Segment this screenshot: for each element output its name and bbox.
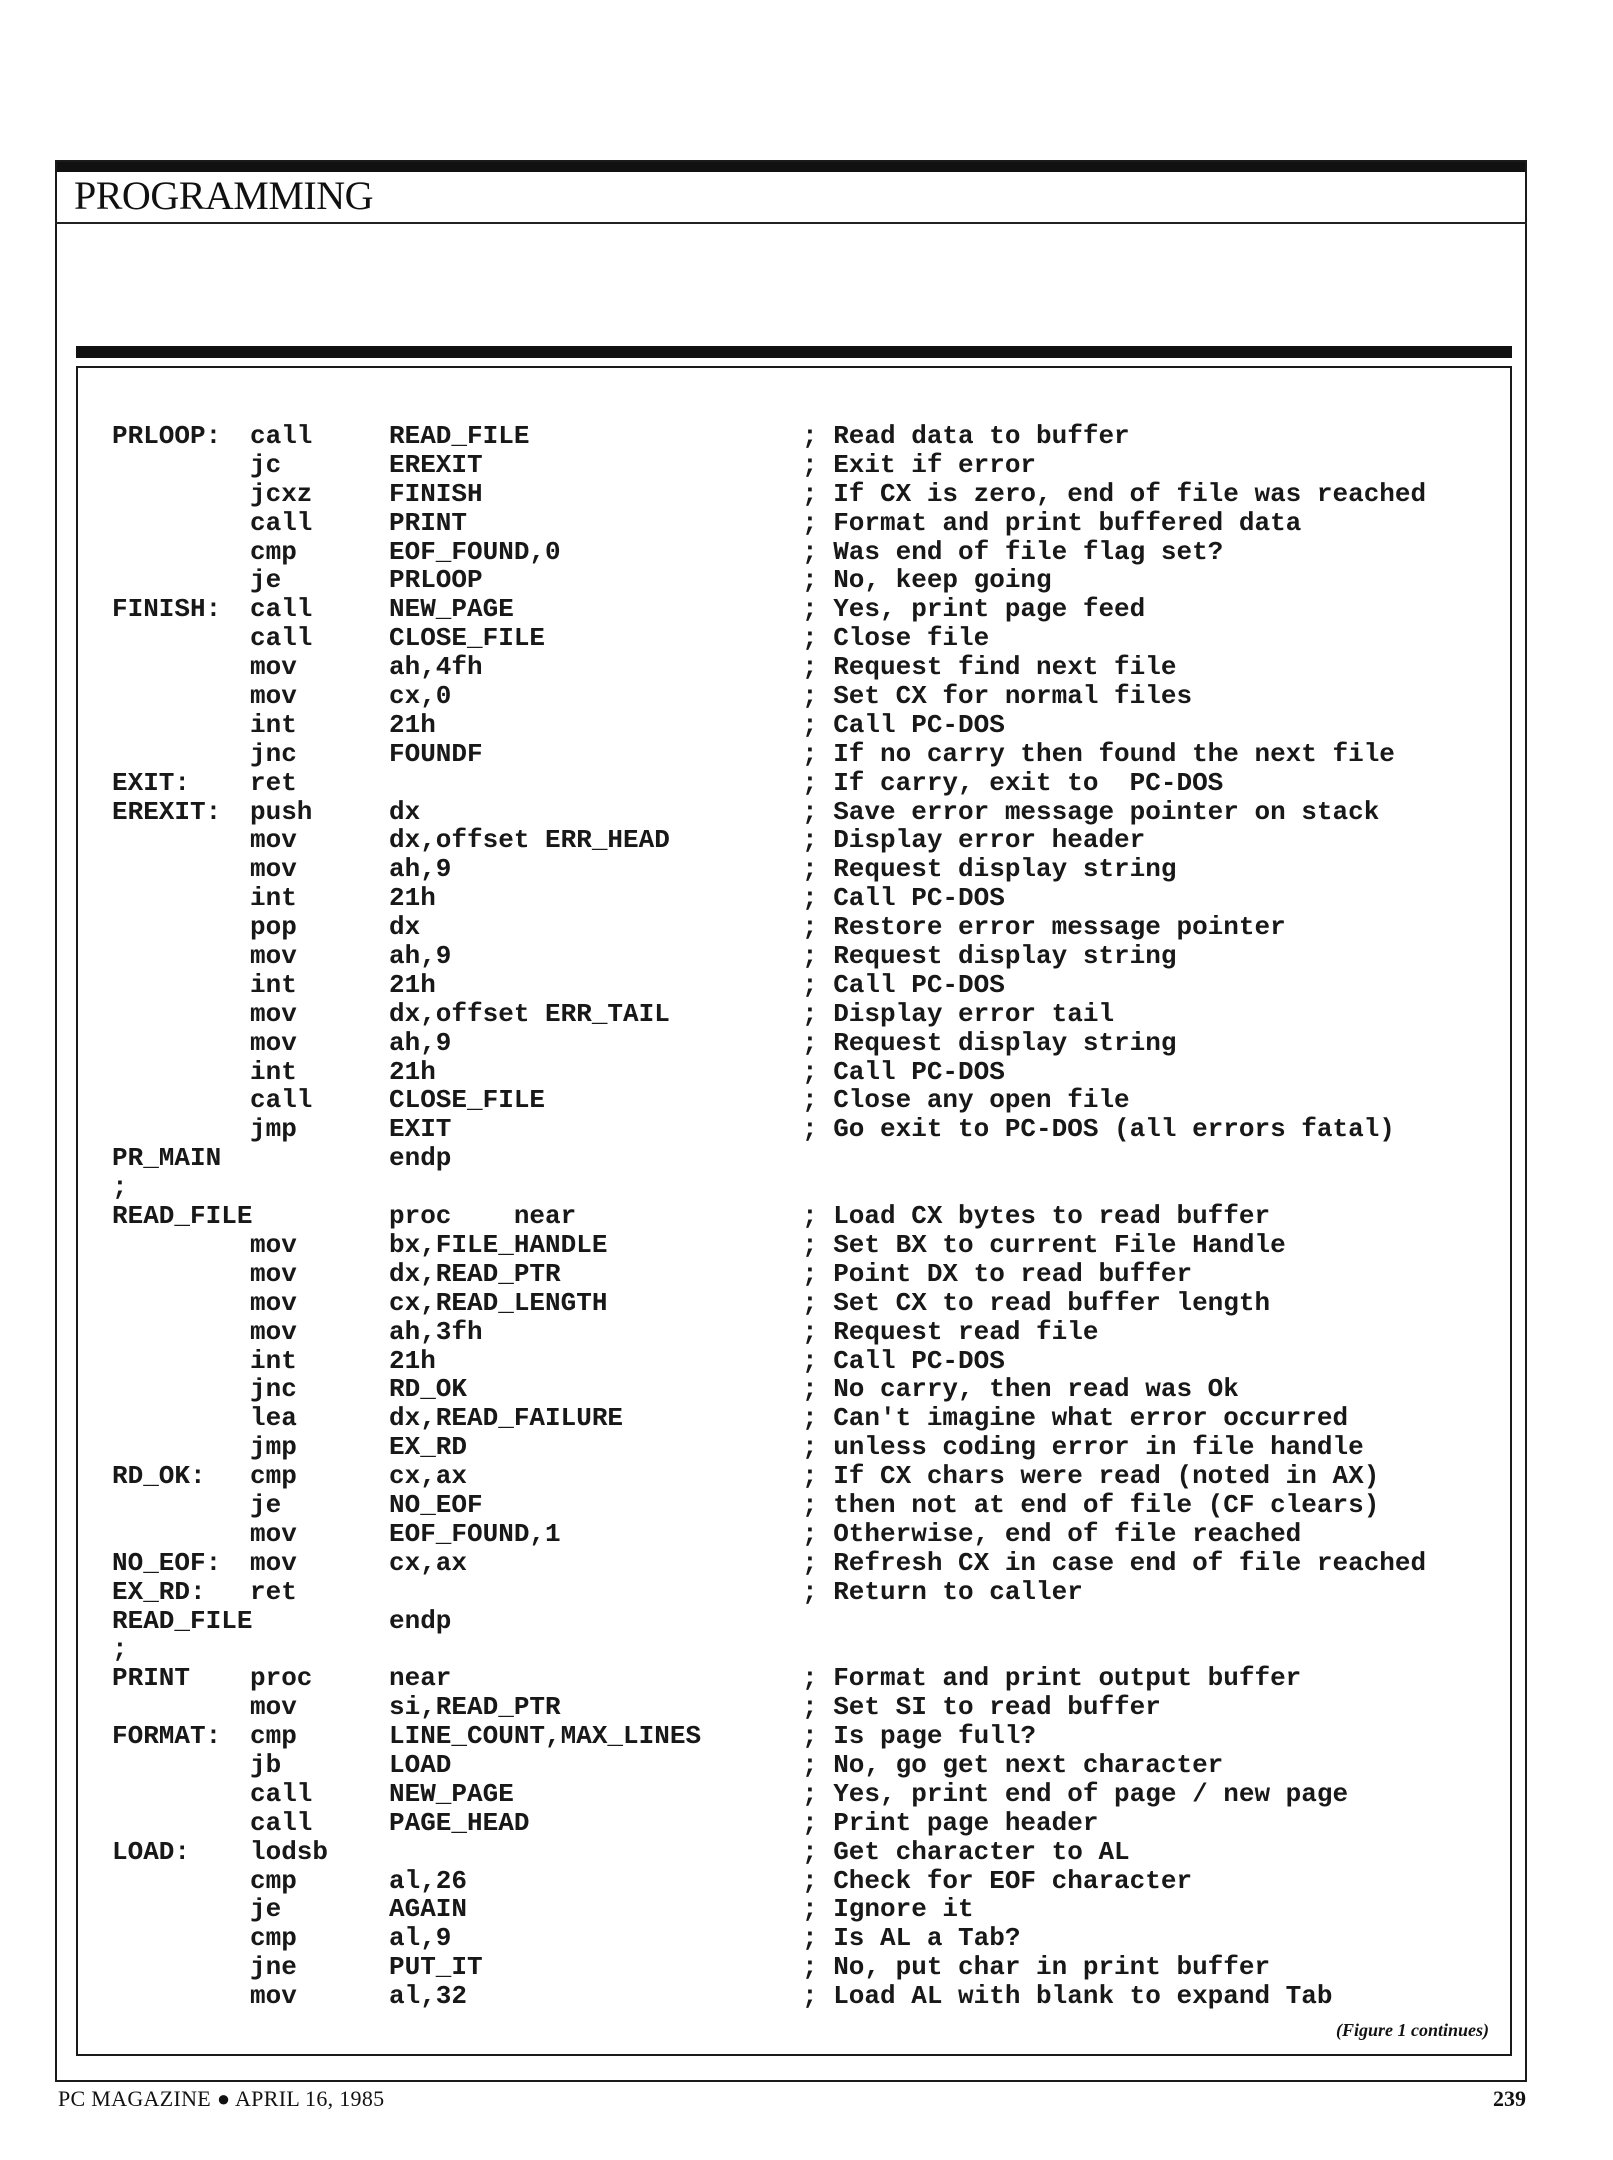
code-operand: PUT_IT xyxy=(389,1952,483,1983)
code-operand: EREXIT xyxy=(389,449,483,480)
code-operand: ah,4fh xyxy=(389,652,483,683)
code-opcode: jb xyxy=(250,1749,282,1780)
code-comment: ; Read data to buffer xyxy=(802,421,1130,451)
code-opcode: mov xyxy=(250,681,297,712)
code-opcode: mov xyxy=(250,854,297,885)
code-opcode: mov xyxy=(250,1692,297,1723)
code-opcode: mov xyxy=(250,1316,297,1347)
code-comment: ; Set CX for normal files xyxy=(802,681,1193,712)
code-operand: PRLOOP xyxy=(389,565,483,596)
title-rule xyxy=(55,222,1527,224)
code-opcode: cmp xyxy=(250,1923,297,1954)
code-operand: ah,9 xyxy=(389,854,452,885)
code-comment: ; Yes, print page feed xyxy=(802,594,1146,625)
code-comment: ; Check for EOF character xyxy=(802,1865,1193,1896)
code-comment: ; Request find next file xyxy=(802,652,1177,683)
code-operand: 21h xyxy=(389,1056,436,1087)
code-label: EREXIT: xyxy=(112,796,222,827)
code-operand: EX_RD xyxy=(389,1432,468,1463)
figure-top-bar xyxy=(76,346,1512,358)
code-operand: CLOSE_FILE xyxy=(389,623,546,654)
code-opcode: jnc xyxy=(250,1374,297,1405)
code-operand: EOF_FOUND,1 xyxy=(389,1518,561,1549)
code-opcode: pop xyxy=(250,912,297,943)
code-operand: dx xyxy=(389,796,421,827)
code-opcode: mov xyxy=(250,825,297,856)
code-label: READ_FILE xyxy=(112,1605,253,1636)
code-opcode: int xyxy=(250,883,297,914)
code-comment: ; Ignore it xyxy=(802,1894,974,1925)
code-operand: AGAIN xyxy=(389,1894,468,1925)
code-operand: ah,3fh xyxy=(389,1316,483,1347)
code-operand: cx,ax xyxy=(389,1461,468,1492)
code-operand: PAGE_HEAD xyxy=(389,1807,530,1838)
code-opcode: mov xyxy=(250,652,297,683)
code-operand: PRINT xyxy=(389,507,468,538)
code-comment: ; Request display string xyxy=(802,941,1177,972)
code-comment: ; Was end of file flag set? xyxy=(802,536,1224,567)
code-opcode: ret xyxy=(250,1576,297,1607)
code-opcode: int xyxy=(250,1345,297,1376)
code-comment: ; Call PC-DOS xyxy=(802,1345,1005,1376)
code-opcode: je xyxy=(250,565,282,596)
code-comment: ; Call PC-DOS xyxy=(802,1056,1005,1087)
code-comment: ; Set BX to current File Handle xyxy=(802,1229,1286,1260)
code-opcode: call xyxy=(250,1778,313,1809)
code-operand: 21h xyxy=(389,709,436,740)
code-comment: ; Display error tail xyxy=(802,998,1115,1029)
code-comment: ; Format and print output buffer xyxy=(802,1663,1302,1694)
code-comment: ; Point DX to read buffer xyxy=(802,1258,1193,1289)
code-operand: LOAD xyxy=(389,1749,452,1780)
code-opcode: ret xyxy=(250,767,297,798)
code-opcode: lea xyxy=(250,1403,297,1434)
section-title: PROGRAMMING xyxy=(74,173,373,218)
code-operand: cx,READ_LENGTH xyxy=(389,1287,608,1318)
code-opcode: call xyxy=(250,1085,313,1116)
code-opcode: cmp xyxy=(250,1461,297,1492)
code-comment: ; Can't imagine what error occurred xyxy=(802,1403,1349,1434)
code-comment: ; No, put char in print buffer xyxy=(802,1952,1271,1983)
code-opcode: jnc xyxy=(250,738,297,769)
code-operand: RD_OK xyxy=(389,1374,468,1405)
code-opcode: mov xyxy=(250,1518,297,1549)
code-label: PRINT xyxy=(112,1663,191,1694)
code-opcode: mov xyxy=(250,1229,297,1260)
code-comment: ; Call PC-DOS xyxy=(802,883,1005,914)
code-opcode: int xyxy=(250,1056,297,1087)
code-opcode: mov xyxy=(250,1258,297,1289)
code-opcode: proc xyxy=(250,1663,313,1694)
code-comment: ; Request read file xyxy=(802,1316,1099,1347)
code-label: EXIT: xyxy=(112,767,191,798)
code-label: ; xyxy=(112,1172,128,1203)
code-comment: ; Exit if error xyxy=(802,449,1037,480)
code-operand: al,9 xyxy=(389,1923,452,1954)
code-operand: dx,offset ERR_TAIL xyxy=(389,998,670,1029)
code-comment: ; Yes, print end of page / new page xyxy=(802,1778,1349,1809)
code-operand: near xyxy=(389,1663,452,1694)
code-comment: ; Restore error message pointer xyxy=(802,912,1286,943)
code-operand: al,32 xyxy=(389,1981,468,2012)
code-operand: bx,FILE_HANDLE xyxy=(389,1229,608,1260)
code-opcode: je xyxy=(250,1489,282,1520)
code-opcode: int xyxy=(250,709,297,740)
code-operand: al,26 xyxy=(389,1865,468,1896)
code-operand: si,READ_PTR xyxy=(389,1692,561,1723)
code-operand: EOF_FOUND,0 xyxy=(389,536,561,567)
code-operand: ah,9 xyxy=(389,941,452,972)
code-comment: ; No, keep going xyxy=(802,565,1052,596)
code-comment: ; If CX chars were read (noted in AX) xyxy=(802,1461,1380,1492)
code-comment: ; Format and print buffered data xyxy=(802,507,1302,538)
code-operand: 21h xyxy=(389,883,436,914)
code-label: FINISH: xyxy=(112,594,222,625)
code-opcode: je xyxy=(250,1894,282,1925)
code-operand: dx,offset ERR_HEAD xyxy=(389,825,670,856)
code-comment: ; Go exit to PC-DOS (all errors fatal) xyxy=(802,1114,1395,1145)
code-opcode: cmp xyxy=(250,536,297,567)
code-comment: ; Request display string xyxy=(802,1027,1177,1058)
code-comment: ; Return to caller xyxy=(802,1576,1083,1607)
code-operand: NO_EOF xyxy=(389,1489,483,1520)
code-comment: ; Print page header xyxy=(802,1807,1099,1838)
code-opcode: jmp xyxy=(250,1114,297,1145)
code-opcode: jcxz xyxy=(250,478,313,509)
code-opcode: push xyxy=(250,796,313,827)
footer-publication: PC MAGAZINE ● APRIL 16, 1985 xyxy=(58,2086,385,2111)
code-opcode: int xyxy=(250,969,297,1000)
code-opcode: mov xyxy=(250,1547,297,1578)
code-label: EX_RD: xyxy=(112,1576,206,1607)
figure-continues-note: (Figure 1 continues) xyxy=(1335,2020,1489,2040)
code-opcode: cmp xyxy=(250,1865,297,1896)
code-operand: cx,ax xyxy=(389,1547,468,1578)
code-operand: CLOSE_FILE xyxy=(389,1085,546,1116)
code-comment: ; If CX is zero, end of file was reached xyxy=(802,478,1427,509)
code-label: READ_FILE xyxy=(112,1201,253,1232)
code-opcode: mov xyxy=(250,998,297,1029)
code-comment: ; Refresh CX in case end of file reached xyxy=(802,1547,1427,1578)
code-opcode: call xyxy=(250,507,313,538)
code-operand: ah,9 xyxy=(389,1027,452,1058)
code-operand: NEW_PAGE xyxy=(389,594,514,625)
code-operand: endp xyxy=(389,1605,452,1636)
code-comment: ; Call PC-DOS xyxy=(802,969,1005,1000)
code-comment: ; Is page full? xyxy=(802,1721,1037,1752)
code-operand: 21h xyxy=(389,1345,436,1376)
code-opcode: jne xyxy=(250,1952,297,1983)
code-label: NO_EOF: xyxy=(112,1547,222,1578)
code-operand: dx,READ_PTR xyxy=(389,1258,561,1289)
code-comment: ; Call PC-DOS xyxy=(802,709,1005,740)
code-opcode: call xyxy=(250,421,313,451)
code-comment: ; Get character to AL xyxy=(802,1836,1130,1867)
code-label: RD_OK: xyxy=(112,1461,206,1492)
code-label: ; xyxy=(112,1634,128,1665)
code-comment: ; Set SI to read buffer xyxy=(802,1692,1161,1723)
code-operand: READ_FILE xyxy=(389,421,530,451)
code-comment: ; No, go get next character xyxy=(802,1749,1224,1780)
code-operand: LINE_COUNT,MAX_LINES xyxy=(389,1721,702,1752)
code-comment: ; Request display string xyxy=(802,854,1177,885)
code-label: PR_MAIN xyxy=(112,1143,222,1174)
code-opcode: mov xyxy=(250,941,297,972)
code-comment: ; Is AL a Tab? xyxy=(802,1923,1021,1954)
code-operand: 21h xyxy=(389,969,436,1000)
code-comment: ; Set CX to read buffer length xyxy=(802,1287,1271,1318)
code-comment: ; Load CX bytes to read buffer xyxy=(802,1201,1271,1232)
code-opcode: call xyxy=(250,594,313,625)
code-operand: cx,0 xyxy=(389,681,452,712)
code-comment: ; Close file xyxy=(802,623,990,654)
code-operand: proc near xyxy=(389,1201,577,1232)
code-opcode: call xyxy=(250,623,313,654)
code-opcode: cmp xyxy=(250,1721,297,1752)
footer-page-number: 239 xyxy=(1493,2086,1526,2111)
code-comment: ; Otherwise, end of file reached xyxy=(802,1518,1302,1549)
code-comment: ; Load AL with blank to expand Tab xyxy=(802,1981,1333,2012)
code-opcode: mov xyxy=(250,1981,297,2012)
code-comment: ; Close any open file xyxy=(802,1085,1130,1116)
code-opcode: mov xyxy=(250,1287,297,1318)
code-comment: ; If no carry then found the next file xyxy=(802,738,1395,769)
code-opcode: call xyxy=(250,1807,313,1838)
code-operand: FINISH xyxy=(389,478,483,509)
code-comment: ; If carry, exit to PC-DOS xyxy=(802,767,1224,798)
code-comment: ; then not at end of file (CF clears) xyxy=(802,1489,1380,1520)
code-operand: endp xyxy=(389,1143,452,1174)
code-opcode: mov xyxy=(250,1027,297,1058)
code-operand: FOUNDF xyxy=(389,738,483,769)
code-label: PRLOOP: xyxy=(112,421,222,451)
code-opcode: jmp xyxy=(250,1432,297,1463)
code-opcode: lodsb xyxy=(250,1836,329,1867)
code-comment: ; unless coding error in file handle xyxy=(802,1432,1364,1463)
code-label: FORMAT: xyxy=(112,1721,222,1752)
code-operand: NEW_PAGE xyxy=(389,1778,514,1809)
code-label: LOAD: xyxy=(112,1836,191,1867)
code-operand: EXIT xyxy=(389,1114,452,1145)
code-operand: dx,READ_FAILURE xyxy=(389,1403,624,1434)
code-comment: ; Save error message pointer on stack xyxy=(802,796,1380,827)
code-comment: ; No carry, then read was Ok xyxy=(802,1374,1239,1405)
code-operand: dx xyxy=(389,912,421,943)
code-opcode: jc xyxy=(250,449,282,480)
code-comment: ; Display error header xyxy=(802,825,1146,856)
